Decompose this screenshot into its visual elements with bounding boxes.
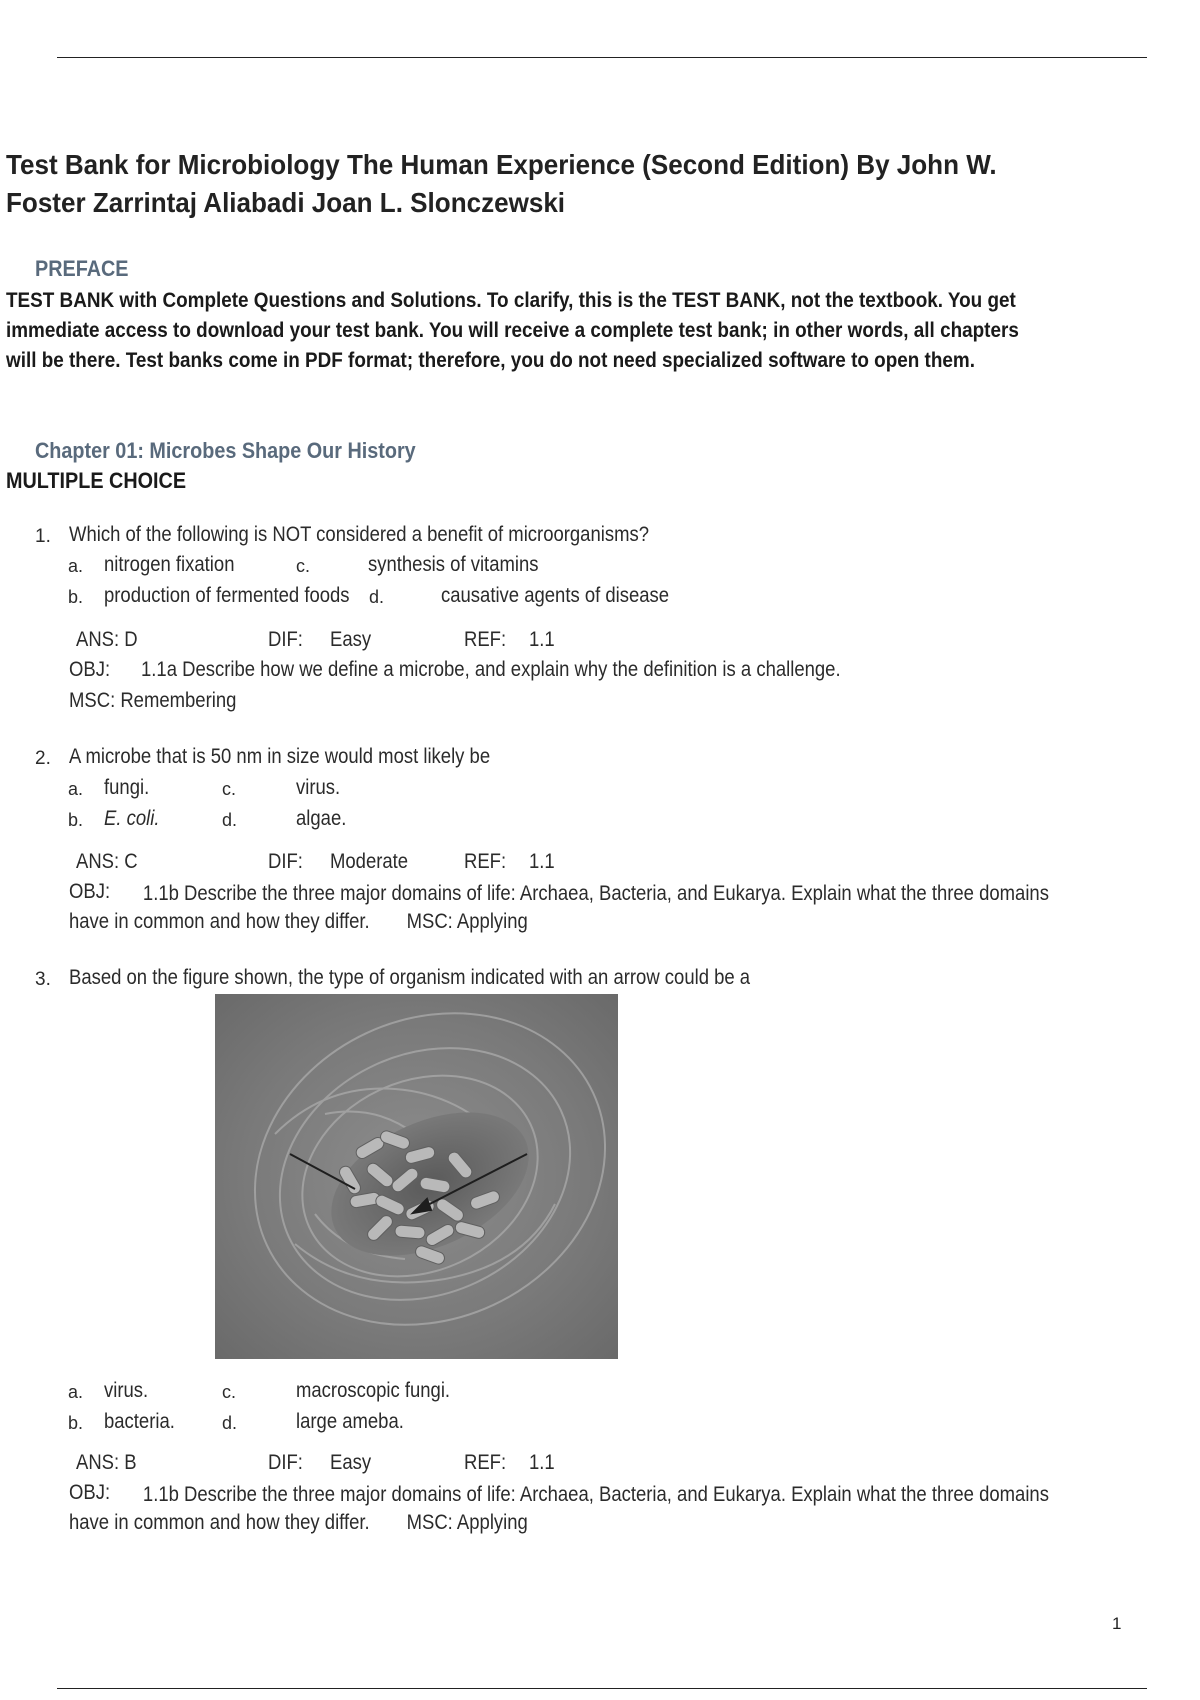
option-letter: d. xyxy=(222,1413,238,1433)
option-text: synthesis of vitamins xyxy=(368,553,539,576)
difficulty-value: Moderate xyxy=(330,850,409,873)
question-text: Which of the following is NOT considered a benefit of microorganisms? xyxy=(69,523,650,546)
preface-text: TEST BANK with Complete Questions and Solutions. To clarify, this is the TEST BANK, not the textbook. You get immediate access to download your test bank. You will receive a complete test bank; in other words, all chapters will be there. Test banks come in PDF format; therefore, you do not need specialized software to open them. xyxy=(6,289,1019,372)
difficulty-label: DIF: xyxy=(268,850,303,873)
microscope-figure xyxy=(215,994,618,1359)
option-text: fungi. xyxy=(104,776,150,799)
bottom-rule xyxy=(57,1688,1147,1689)
msc-text: MSC: Applying xyxy=(406,910,528,933)
question-number: 2. xyxy=(35,748,51,769)
option-text: causative agents of disease xyxy=(441,584,670,607)
option-text: macroscopic fungi. xyxy=(296,1379,451,1402)
difficulty-value: Easy xyxy=(330,628,372,651)
objective-label: OBJ: xyxy=(69,658,111,681)
reference-label: REF: xyxy=(464,1451,507,1474)
msc-text: MSC: Applying xyxy=(406,1511,528,1534)
option-letter: c. xyxy=(222,779,237,799)
question-number: 3. xyxy=(35,969,51,990)
difficulty-label: DIF: xyxy=(268,628,303,651)
option-letter: b. xyxy=(68,810,84,830)
reference-label: REF: xyxy=(464,628,507,651)
chapter-heading: Chapter 01: Microbes Shape Our History xyxy=(35,438,416,463)
question-text: A microbe that is 50 nm in size would most likely be xyxy=(69,745,491,768)
objective-block xyxy=(69,880,1063,936)
option-text: production of fermented foods xyxy=(104,584,350,607)
answer-label: ANS: C xyxy=(76,850,138,873)
option-letter: d. xyxy=(222,810,238,830)
reference-value: 1.1 xyxy=(529,850,555,873)
option-text: bacteria. xyxy=(104,1410,175,1433)
objective-text: 1.1b Describe the three major domains of life: Archaea, Bacteria, and Eukarya. Explain what the three domains have in common and how they differ. xyxy=(69,882,1049,933)
answer-label: ANS: D xyxy=(76,628,138,651)
objective-label: OBJ: xyxy=(69,880,111,903)
difficulty-label: DIF: xyxy=(268,1451,303,1474)
reference-label: REF: xyxy=(464,850,507,873)
option-letter: a. xyxy=(68,779,84,799)
option-text: virus. xyxy=(296,776,341,799)
page-number: 1 xyxy=(1112,1614,1122,1633)
question-text: Based on the figure shown, the type of organism indicated with an arrow could be a xyxy=(69,966,751,989)
reference-value: 1.1 xyxy=(529,1451,555,1474)
option-text: large ameba. xyxy=(296,1410,404,1433)
objective-block xyxy=(69,1481,1063,1537)
top-rule xyxy=(57,57,1147,58)
option-text: nitrogen fixation xyxy=(104,553,235,576)
difficulty-value: Easy xyxy=(330,1451,372,1474)
objective-text: 1.1b Describe the three major domains of life: Archaea, Bacteria, and Eukarya. Explain what the three domains have in common and how they differ. xyxy=(69,1483,1049,1534)
option-letter: c. xyxy=(296,556,311,576)
option-letter: a. xyxy=(68,556,84,576)
msc-text: MSC: Remembering xyxy=(69,689,237,712)
objective-label: OBJ: xyxy=(69,1481,111,1504)
option-letter: a. xyxy=(68,1382,84,1402)
objective-text: 1.1a Describe how we define a microbe, and explain why the definition is a challenge. xyxy=(141,658,841,681)
option-text: algae. xyxy=(296,807,347,830)
option-text: E. coli. xyxy=(104,807,160,830)
option-letter: c. xyxy=(222,1382,237,1402)
reference-value: 1.1 xyxy=(529,628,555,651)
option-letter: b. xyxy=(68,587,84,607)
question-number: 1. xyxy=(35,526,51,547)
section-heading: MULTIPLE CHOICE xyxy=(6,468,187,493)
preface-heading: PREFACE xyxy=(35,256,129,281)
option-letter: d. xyxy=(369,587,385,607)
option-text: virus. xyxy=(104,1379,149,1402)
option-letter: b. xyxy=(68,1413,84,1433)
answer-label: ANS: B xyxy=(76,1451,137,1474)
document-title: Test Bank for Microbiology The Human Experience (Second Edition) By John W. Foster Zarrintaj Aliabadi Joan L. Slonczewski xyxy=(6,149,997,218)
